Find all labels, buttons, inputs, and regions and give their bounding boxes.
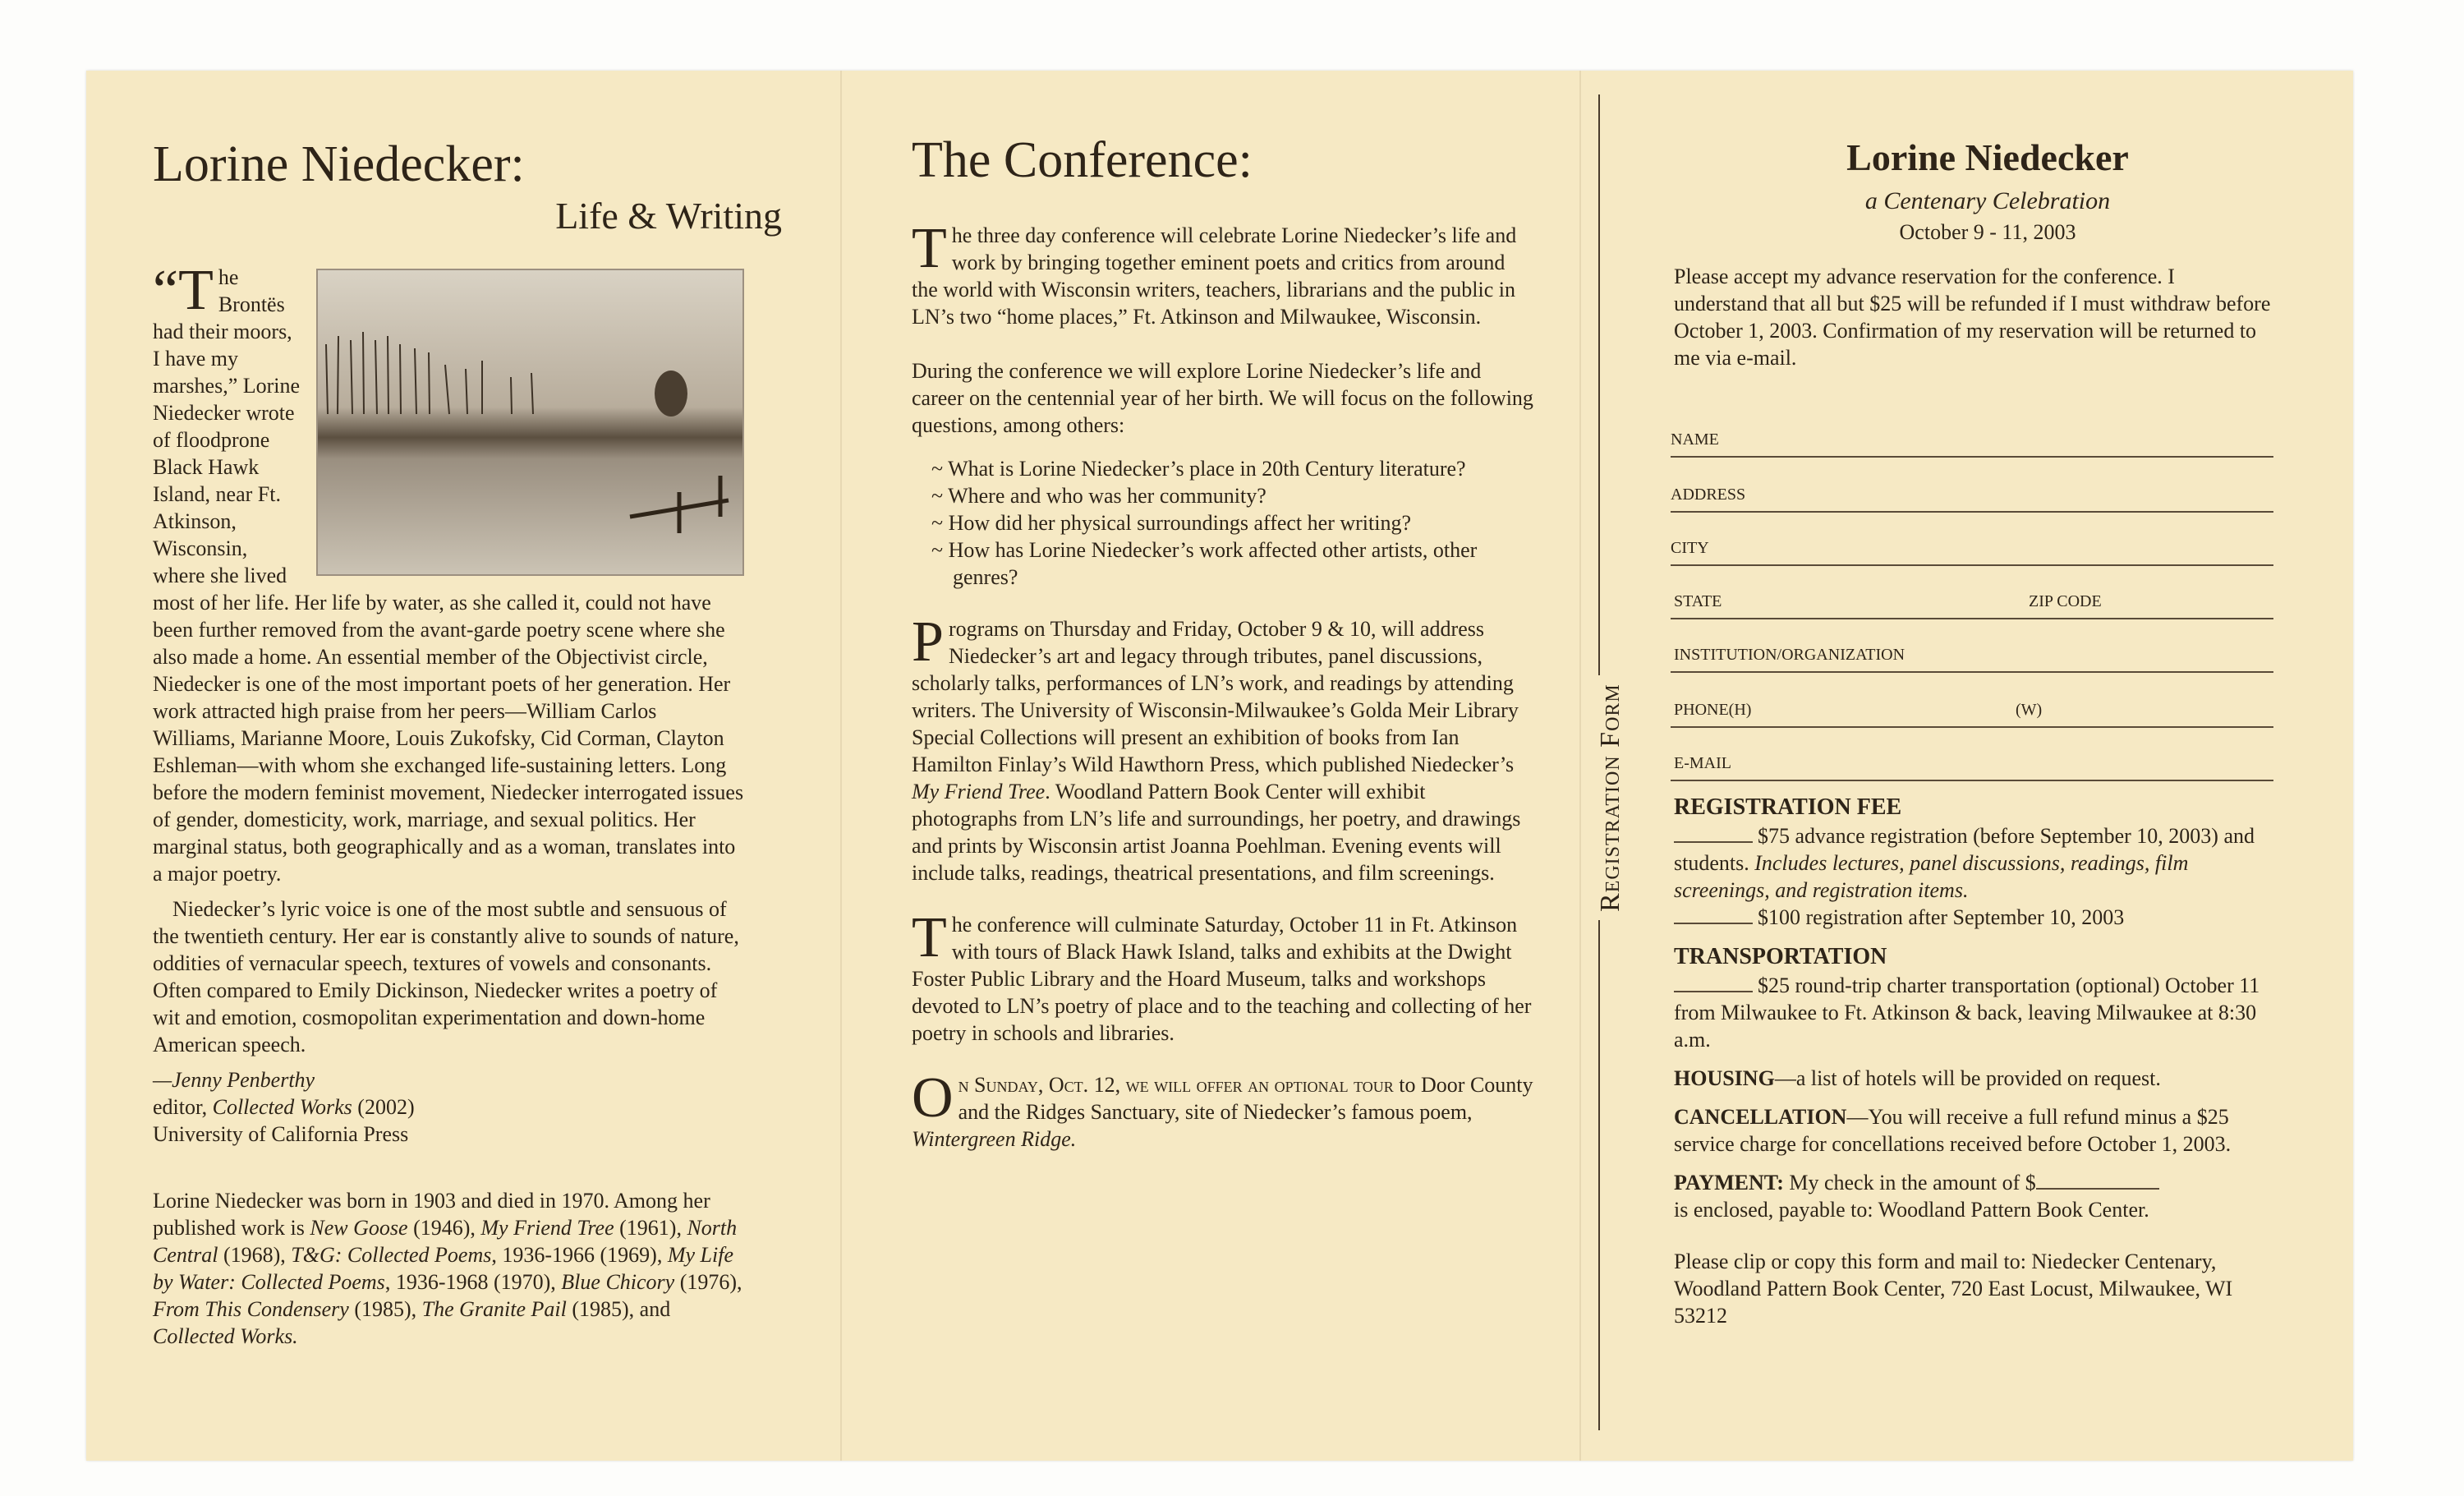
book-title: The Granite Pail bbox=[421, 1297, 567, 1321]
panel-subtitle: Life & Writing bbox=[555, 195, 782, 237]
book-title: T&G: Collected Poems bbox=[291, 1243, 492, 1267]
form-title: Lorine Niedecker bbox=[1846, 136, 2129, 178]
attribution-name: —Jenny Penberthy bbox=[153, 1068, 315, 1092]
cancellation-info: CANCELLATION—You will receive a full refund minus a $25 service charge for concellations received before October 1, 2003. bbox=[1674, 1105, 2232, 1156]
panel-conference bbox=[912, 131, 1536, 1153]
culmination-paragraph: The conference will culminate Saturday, October 11 in Ft. Atkinson with tours of Black Hawk Island, talks and exhibits at the Dwight Foster Public Library and the Hoard Museum, talks and workshops devoted to LN’s poetry of place and to the teaching and collecting of her poetry in schools and libraries. bbox=[912, 906, 1532, 1045]
programs-paragraph: Programs on Thursday and Friday, October 9 & 10, will address Niedecker’s art and legacy through tributes, panel discussions, scholarly talks, performances of LN’s work, and readings by attending writers. The University of Wisconsin-Milwaukee’s Golda Meir Library Special Collections will present an exhibition of books from Ian Hamilton Finlay’s Wild Hawthorn Press, which published Niedecker’s My Friend Tree. Woodland Pattern Book Center will exhibit photographs from LN’s life and surroundings, her poetry, and drawings and prints by Wisconsin artist Joanna Poehlman. Evening events will include talks, readings, theatrical presentations, and film screenings. bbox=[912, 610, 1521, 885]
bio-paragraph bbox=[153, 1187, 744, 1350]
attribution-press: University of California Press bbox=[153, 1122, 409, 1146]
bio-text: , 1936-1966 (1969), bbox=[491, 1243, 668, 1267]
bio-text: (1976), bbox=[674, 1270, 742, 1294]
bio-text: (1968), bbox=[218, 1243, 292, 1267]
registration-form-label: Registration Form bbox=[1595, 675, 1626, 920]
bio-text: (1946), bbox=[407, 1216, 481, 1240]
bio-text: (1961), bbox=[614, 1216, 687, 1240]
question-list bbox=[912, 455, 1536, 591]
lyric-voice-paragraph: Niedecker’s lyric voice is one of the most subtle and sensuous of the twentieth century. Her ear is constantly alive to sounds of nature, oddities of vernacular speech, textures of vowels and consonants. Often compared to Emily Dickinson, Niedecker writes a poetry of wit and emotion, cosmopolitan experimentation and down-home American speech. bbox=[153, 897, 739, 1056]
book-title: North Central bbox=[153, 1216, 738, 1267]
intro-paragraph: “T he Brontës had their moors, I have my marshes,” Lorine Niedecker wrote of floodprone Black Hawk Island, near Ft. Atkinson, Wisconsin, where she lived most of her life. Her life by water, as she called it, could not have been further removed from the avant-garde poetry scene where she also made a home. An essential member of the Objectivist circle, Niedecker is one of the most important poets of her generation. Her work attracted high praise from her peers—William Carlos Williams, Marianne Moore, Louis Zukofsky, Cid Corman, Clayton Eshleman—with whom she exchanged life-sustaining letters. Long before the modern feminist movement, Niedecker interrogated issues of gender, domesticity, work, marriage, and sexual politics. Her marginal status, both geographically and as a woman, translates into a major poetry. bbox=[153, 259, 744, 886]
name-field[interactable]: NAME bbox=[1671, 403, 2273, 458]
payment-info[interactable]: PAYMENT: My check in the amount of $ is enclosed, payable to: Woodland Pattern Book Center. bbox=[1674, 1169, 2278, 1223]
drop-cap: “T bbox=[153, 259, 214, 322]
form-intro: Please accept my advance reservation for the conference. I understand that all but $25 will be refunded if I must withdraw before October 1, 2003. Confirmation of my reservation will be returned to me via e-mail. bbox=[1674, 265, 2271, 370]
book-title: New Goose bbox=[310, 1216, 408, 1240]
bio-text: (1985), and bbox=[566, 1297, 671, 1321]
panel-title: The Conference: bbox=[912, 132, 1253, 188]
list-item: ~ How did her physical surroundings affect her writing? bbox=[931, 511, 1411, 535]
mailing-instructions: Please clip or copy this form and mail to: Niedecker Centenary, Woodland Pattern Book Center, 720 East Locust, Milwaukee, WI 53212 bbox=[1674, 1250, 2233, 1328]
book-title: My Life by Water: Collected Poems bbox=[153, 1243, 733, 1294]
list-item: ~ Where and who was her community? bbox=[931, 484, 1266, 508]
city-field[interactable]: CITY bbox=[1671, 511, 2273, 566]
list-item: ~ How has Lorine Niedecker’s work affected other artists, other genres? bbox=[931, 538, 1478, 589]
panel-life-writing bbox=[153, 136, 785, 1350]
book-title: From This Condensery bbox=[153, 1297, 349, 1321]
checkbox-blank bbox=[1674, 841, 1753, 843]
fold-line bbox=[840, 71, 842, 1461]
conference-intro: The three day conference will celebrate Lorine Niedecker’s life and work by bringing together eminent poets and critics from around the world with Wisconsin writers, teachers, librarians and the public in LN’s two “home places,” Ft. Atkinson and Milwaukee, Wisconsin. bbox=[912, 217, 1517, 329]
form-options bbox=[1674, 793, 2278, 1329]
housing-info: HOUSING—a list of hotels will be provided on request. bbox=[1674, 1066, 2161, 1090]
form-dates: October 9 - 11, 2003 bbox=[1899, 220, 2076, 244]
state-zip-field[interactable]: STATE ZIP CODE bbox=[1671, 564, 2273, 619]
attribution-role: editor, Collected Works (2002) bbox=[153, 1095, 415, 1119]
book-title: Blue Chicory bbox=[561, 1270, 675, 1294]
transport-heading: TRANSPORTATION bbox=[1674, 944, 1887, 969]
marsh-photo bbox=[316, 269, 744, 576]
fold-line bbox=[1579, 71, 1581, 1461]
phone-field[interactable]: PHONE(H) (W) bbox=[1671, 673, 2273, 728]
form-subtitle: a Centenary Celebration bbox=[1864, 187, 2111, 214]
panel-title: Lorine Niedecker: bbox=[153, 136, 525, 192]
book-title: Collected Works. bbox=[153, 1324, 298, 1348]
fee-option-late[interactable]: $100 registration after September 10, 2003 bbox=[1674, 904, 2278, 931]
checkbox-blank bbox=[1674, 923, 1753, 924]
sunday-tour-paragraph: On Sunday, Oct. 12, we will offer an optional tour to Door County and the Ridges Sanctuary, site of Niedecker’s famous poem, Wintergreen Ridge. bbox=[912, 1066, 1533, 1151]
list-item: ~ What is Lorine Niedecker’s place in 20th Century literature? bbox=[931, 457, 1466, 481]
bio-text: (1985), bbox=[348, 1297, 422, 1321]
fee-heading: REGISTRATION FEE bbox=[1674, 794, 1902, 820]
address-field[interactable]: ADDRESS bbox=[1671, 458, 2273, 513]
conference-questions-intro: During the conference we will explore Lorine Niedecker’s life and career on the centennial year of her birth. We will focus on the following questions, among others: bbox=[912, 359, 1533, 437]
transport-option[interactable]: $25 round-trip charter transportation (optional) October 11 from Milwaukee to Ft. Atkinson & back, leaving Milwaukee at 8:30 a.m. bbox=[1674, 974, 2260, 1052]
email-field[interactable]: E-MAIL bbox=[1671, 726, 2273, 781]
bio-text: , 1936-1968 (1970), bbox=[384, 1270, 562, 1294]
bio-text: Lorine Niedecker was born in 1903 and died in 1970. Among her published work is bbox=[153, 1189, 710, 1240]
book-title: My Friend Tree bbox=[480, 1216, 614, 1240]
fee-option-advance[interactable]: $75 advance registration (before September 10, 2003) and students. Includes lectures, panel discussions, readings, film screenings, and registration items. bbox=[1674, 824, 2255, 902]
institution-field[interactable]: INSTITUTION/ORGANIZATION bbox=[1671, 618, 2273, 673]
checkbox-blank bbox=[1674, 991, 1753, 992]
